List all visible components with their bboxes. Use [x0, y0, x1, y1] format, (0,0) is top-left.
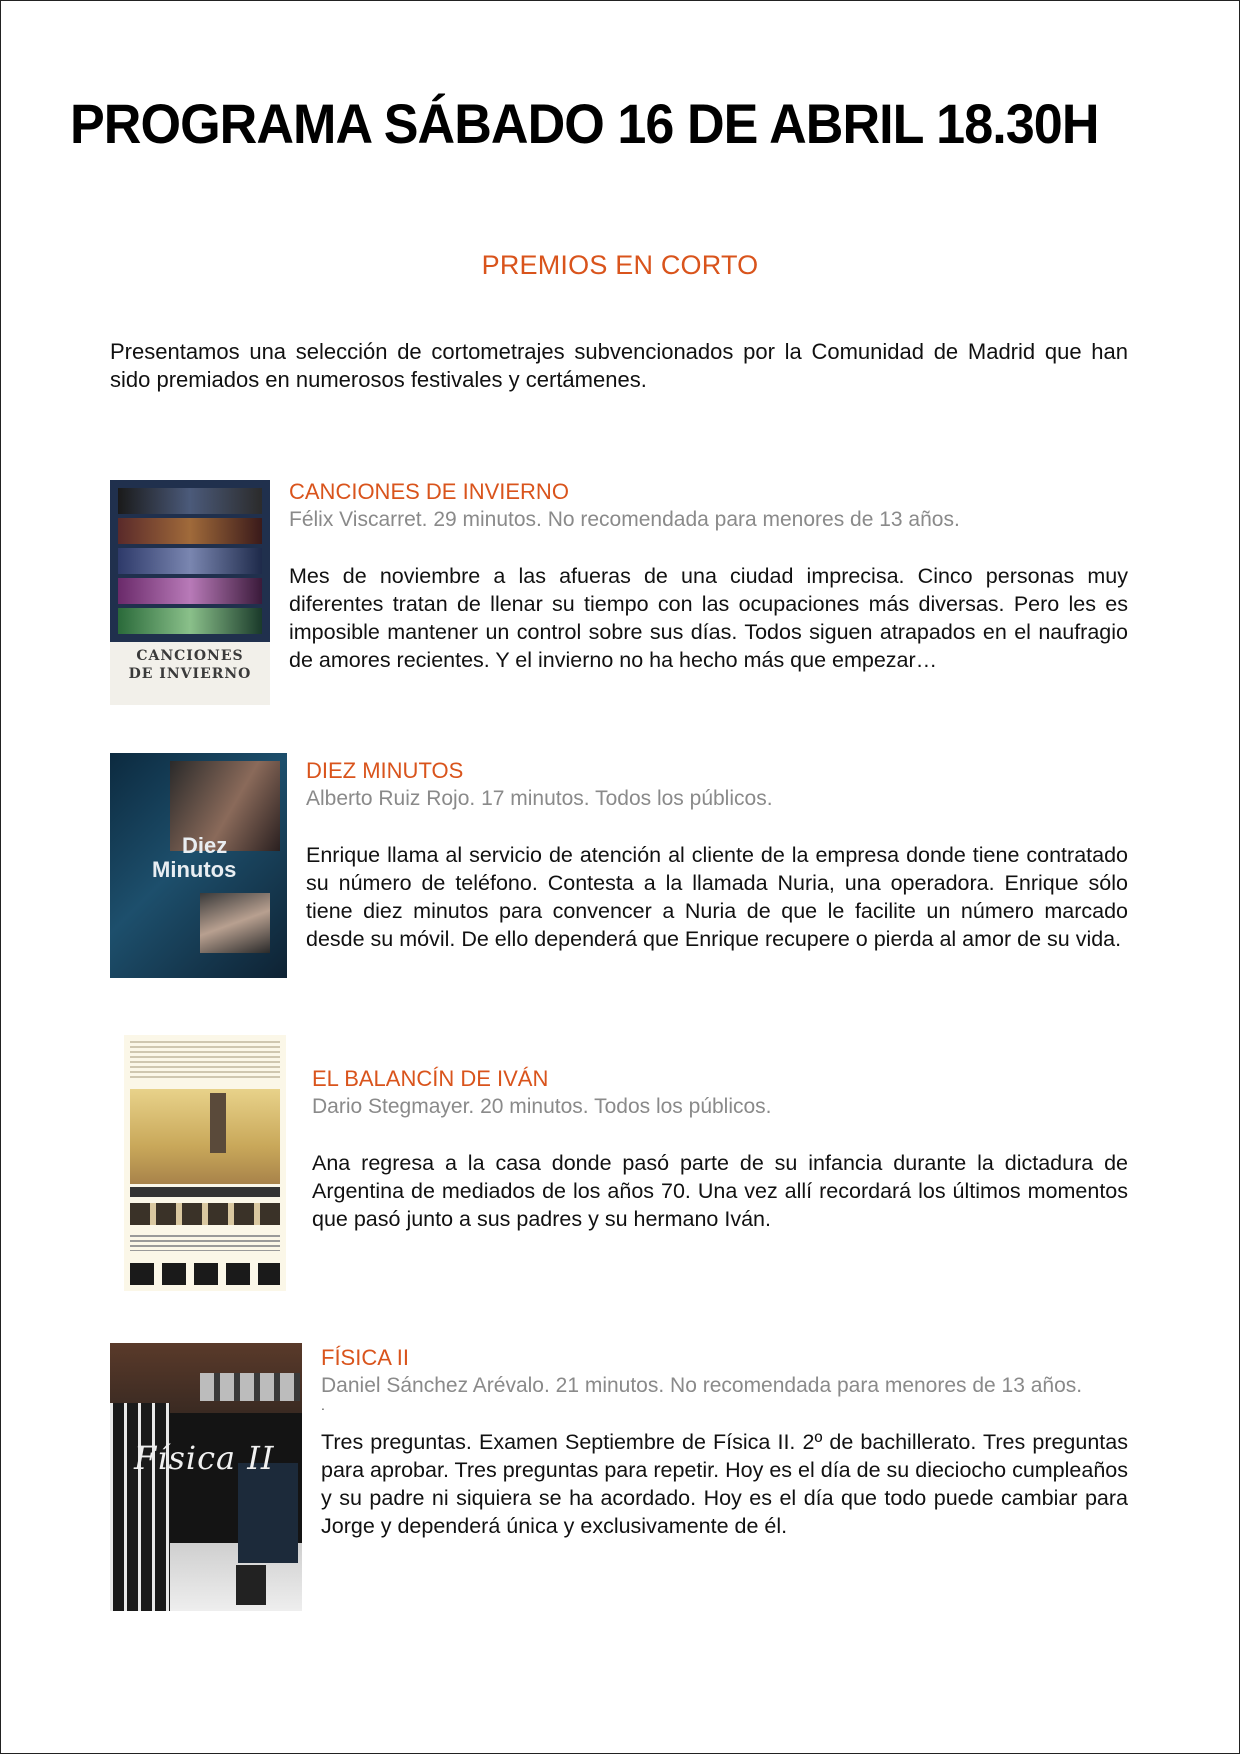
film-title: DIEZ MINUTOS	[306, 758, 464, 783]
film-meta: Daniel Sánchez Arévalo. 21 minutos. No recomendada para menores de 13 años.	[321, 1374, 1083, 1397]
poster-fisica-ii	[110, 1343, 302, 1611]
film-title: CANCIONES DE INVIERNO	[289, 479, 569, 504]
separator-dot: .	[321, 1397, 325, 1413]
poster-caption-line-1: CANCIONES	[136, 648, 244, 664]
film-meta: Alberto Ruiz Rojo. 17 minutos. Todos los públicos.	[306, 787, 773, 810]
section-title: PREMIOS EN CORTO	[481, 250, 759, 280]
poster-caption: Física II	[134, 1439, 275, 1477]
poster-canciones-de-invierno	[110, 480, 270, 705]
poster-caption-line-1: Diez	[182, 833, 228, 858]
film-description: Enrique llama al servicio de atención al cliente de la empresa donde tiene contratado su número de teléfono. Contesta a la llamada Nuria, una operadora. Enrique sólo tiene diez minutos para convencer a Nuria de que le facilite un número marcado desde su móvil. De ello dependerá que Enrique recupere o pierda al amor de su vida.	[306, 843, 1128, 951]
poster-diez-minutos	[110, 753, 287, 978]
film-description: Tres preguntas. Examen Septiembre de Física II. 2º de bachillerato. Tres preguntas para aprobar. Tres preguntas para repetir. Hoy es el día de su dieciocho cumpleaños y su padre ni siquiera se ha acordado. Hoy es el día que todo puede cambiar para Jorge y dependerá única y exclusivamente de él.	[321, 1430, 1128, 1538]
poster-caption-line-2: Minutos	[152, 857, 237, 882]
film-meta: Félix Viscarret. 29 minutos. No recomendada para menores de 13 años.	[289, 508, 960, 531]
section-intro: Presentamos una selección de cortometrajes subvencionados por la Comunidad de Madrid que han sido premiados en numerosos festivales y certámenes.	[110, 339, 1128, 392]
film-title: FÍSICA II	[321, 1345, 410, 1370]
film-meta: Dario Stegmayer. 20 minutos. Todos los públicos.	[312, 1095, 772, 1118]
poster-caption-line-2: DE INVIERNO	[128, 666, 252, 682]
film-title: EL BALANCÍN DE IVÁN	[312, 1066, 549, 1091]
film-description: Mes de noviembre a las afueras de una ciudad imprecisa. Cinco personas muy diferentes tratan de llenar su tiempo con las ocupaciones más diversas. Pero les es imposible mantener un control sobre sus días. Todos siguen atrapados en el naufragio de amores recientes. Y el invierno no ha hecho más que empezar…	[289, 564, 1128, 672]
poster-el-balancin-de-ivan	[124, 1035, 286, 1291]
page-title: PROGRAMA SÁBADO 16 DE ABRIL 18.30H	[70, 92, 1099, 155]
film-description: Ana regresa a la casa donde pasó parte de su infancia durante la dictadura de Argentina de mediados de los años 70. Una vez allí recordará los últimos momentos que pasó junto a sus padres y su hermano Iván.	[312, 1151, 1128, 1231]
